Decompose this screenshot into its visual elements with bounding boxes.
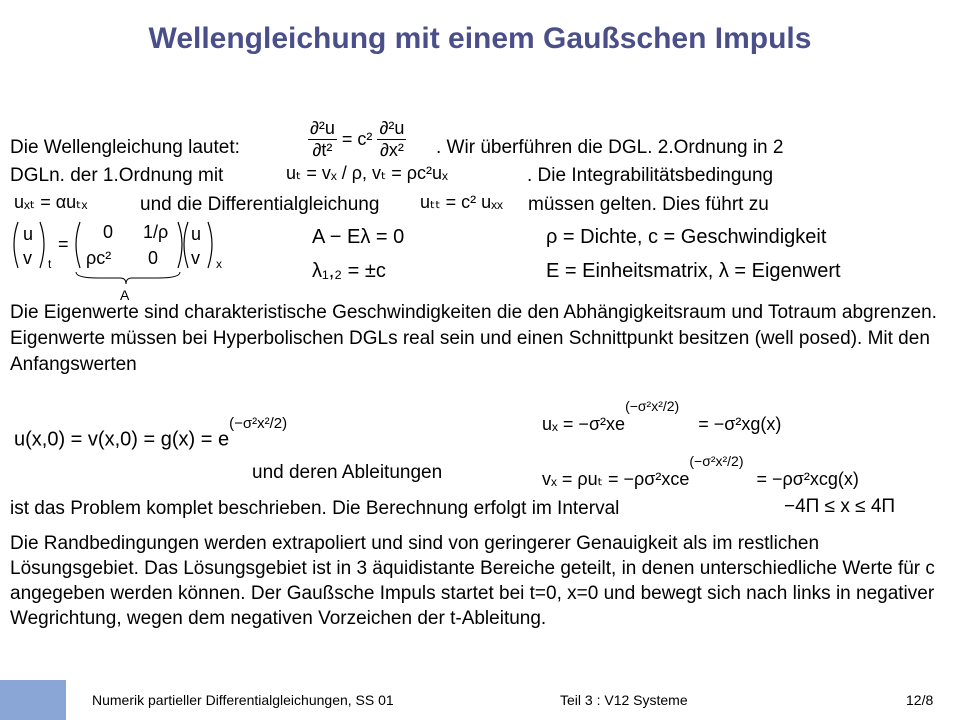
ux-rhs: = −σ²xg(x) [698, 414, 782, 434]
vec-v-left: v [23, 248, 32, 268]
intro-line1-b: . Wir überführen die DGL. 2.Ordnung in 2 [436, 137, 784, 158]
wave-d2: ∂t² [312, 140, 333, 160]
uxt-equation: uₓₜ = αuₜₓ [14, 192, 88, 212]
rho-definition: ρ = Dichte, c = Geschwindigkeit [546, 226, 827, 248]
vec-u-left: u [23, 224, 34, 244]
footer [0, 680, 960, 720]
matrix-equals: = [58, 234, 69, 254]
footer-page-number: 12/8 [906, 692, 934, 708]
wave-d3: ∂²u [379, 118, 405, 138]
intro-line2-b: . Die Integrabilitätsbedingung [527, 165, 774, 186]
matrix-a10: ρc² [86, 248, 112, 268]
e-definition: E = Einheitsmatrix, λ = Eigenwert [546, 260, 841, 282]
paragraph-boundary: Die Randbedingungen werden extrapoliert und sind von geringerer Genauigkeit als im restlichen Lösungsgebiet. Das Lösungsgebiet ist in 3 äquidistante Bereiche geteilt, in denen unterschiedliche Werte für c angegeben werden können. Der Gaußsche Impuls startet bei t=0, x=0 und bewegt sich nach links in negativer Wegrichtung, wegen dem negativen Vorzeichen der t-Ableitung. [10, 533, 935, 629]
intro-line1-a: Die Wellengleichung lautet: [10, 137, 240, 158]
footer-course: Numerik partieller Differentialgleichungen, SS 01 [92, 692, 394, 708]
sub-t: t [48, 257, 52, 271]
matrix-label: A [120, 287, 130, 302]
eigen-equation: A − Eλ = 0 [312, 226, 405, 248]
footer-accent-bar [0, 680, 66, 720]
intro-line2-a: DGLn. der 1.Ordnung mit [10, 165, 224, 186]
vx-exponent: (−σ²x²/2) [689, 453, 744, 469]
vx-rhs: = −ρσ²xcg(x) [756, 469, 859, 489]
interval-equation: −4Π ≤ x ≤ 4Π [784, 496, 896, 517]
slide-title: Wellengleichung mit einem Gaußschen Impuls [148, 22, 812, 55]
sub-x: x [216, 257, 222, 271]
initial-exponent: (−σ²x²/2) [229, 415, 288, 432]
matrix-system [8, 218, 238, 302]
ux-exponent: (−σ²x²/2) [625, 398, 680, 414]
wave-d4: ∂x² [379, 140, 404, 160]
ableitungen-text: und deren Ableitungen [252, 462, 443, 483]
matrix-a01: 1/ρ [143, 222, 169, 242]
intro-line3-a: und die Differentialgleichung [140, 194, 380, 215]
ux-lhs: uₓ = −σ²xe [542, 414, 626, 434]
intro-line3-b: müssen gelten. Dies führt zu [528, 194, 769, 215]
problem-text: ist das Problem komplet beschrieben. Die Berechnung erfolgt im Interval [10, 498, 620, 519]
wave-d1: ∂²u [310, 118, 335, 138]
vec-u-right: u [191, 224, 202, 244]
vx-lhs: vₓ = ρuₜ = −ρσ²xce [542, 469, 690, 489]
eigenvalue-equation: λ₁,₂ = ±c [312, 260, 386, 282]
footer-part: Teil 3 : V12 Systeme [560, 692, 688, 708]
vec-v-right: v [191, 248, 200, 268]
paragraph-eigenvalues: Die Eigenwerte sind charakteristische Geschwindigkeiten die den Abhängigkeitsraum und Totraum abgrenzen. Eigenwerte müssen bei Hyperbolischen DGLs real sein und einen Schnittpunkt besitzen (well posed). Mit den Anfangswerten [10, 302, 937, 375]
matrix-a00: 0 [103, 222, 114, 242]
initial-lhs: u(x,0) = v(x,0) = g(x) = e [14, 428, 230, 451]
ut-equation: uₜ = vₓ / ρ, vₜ = ρc²uₓ [286, 163, 448, 183]
matrix-a11: 0 [148, 248, 159, 268]
wave-c: = c² [341, 129, 373, 149]
utt-equation: uₜₜ = c² uₓₓ [420, 192, 503, 212]
